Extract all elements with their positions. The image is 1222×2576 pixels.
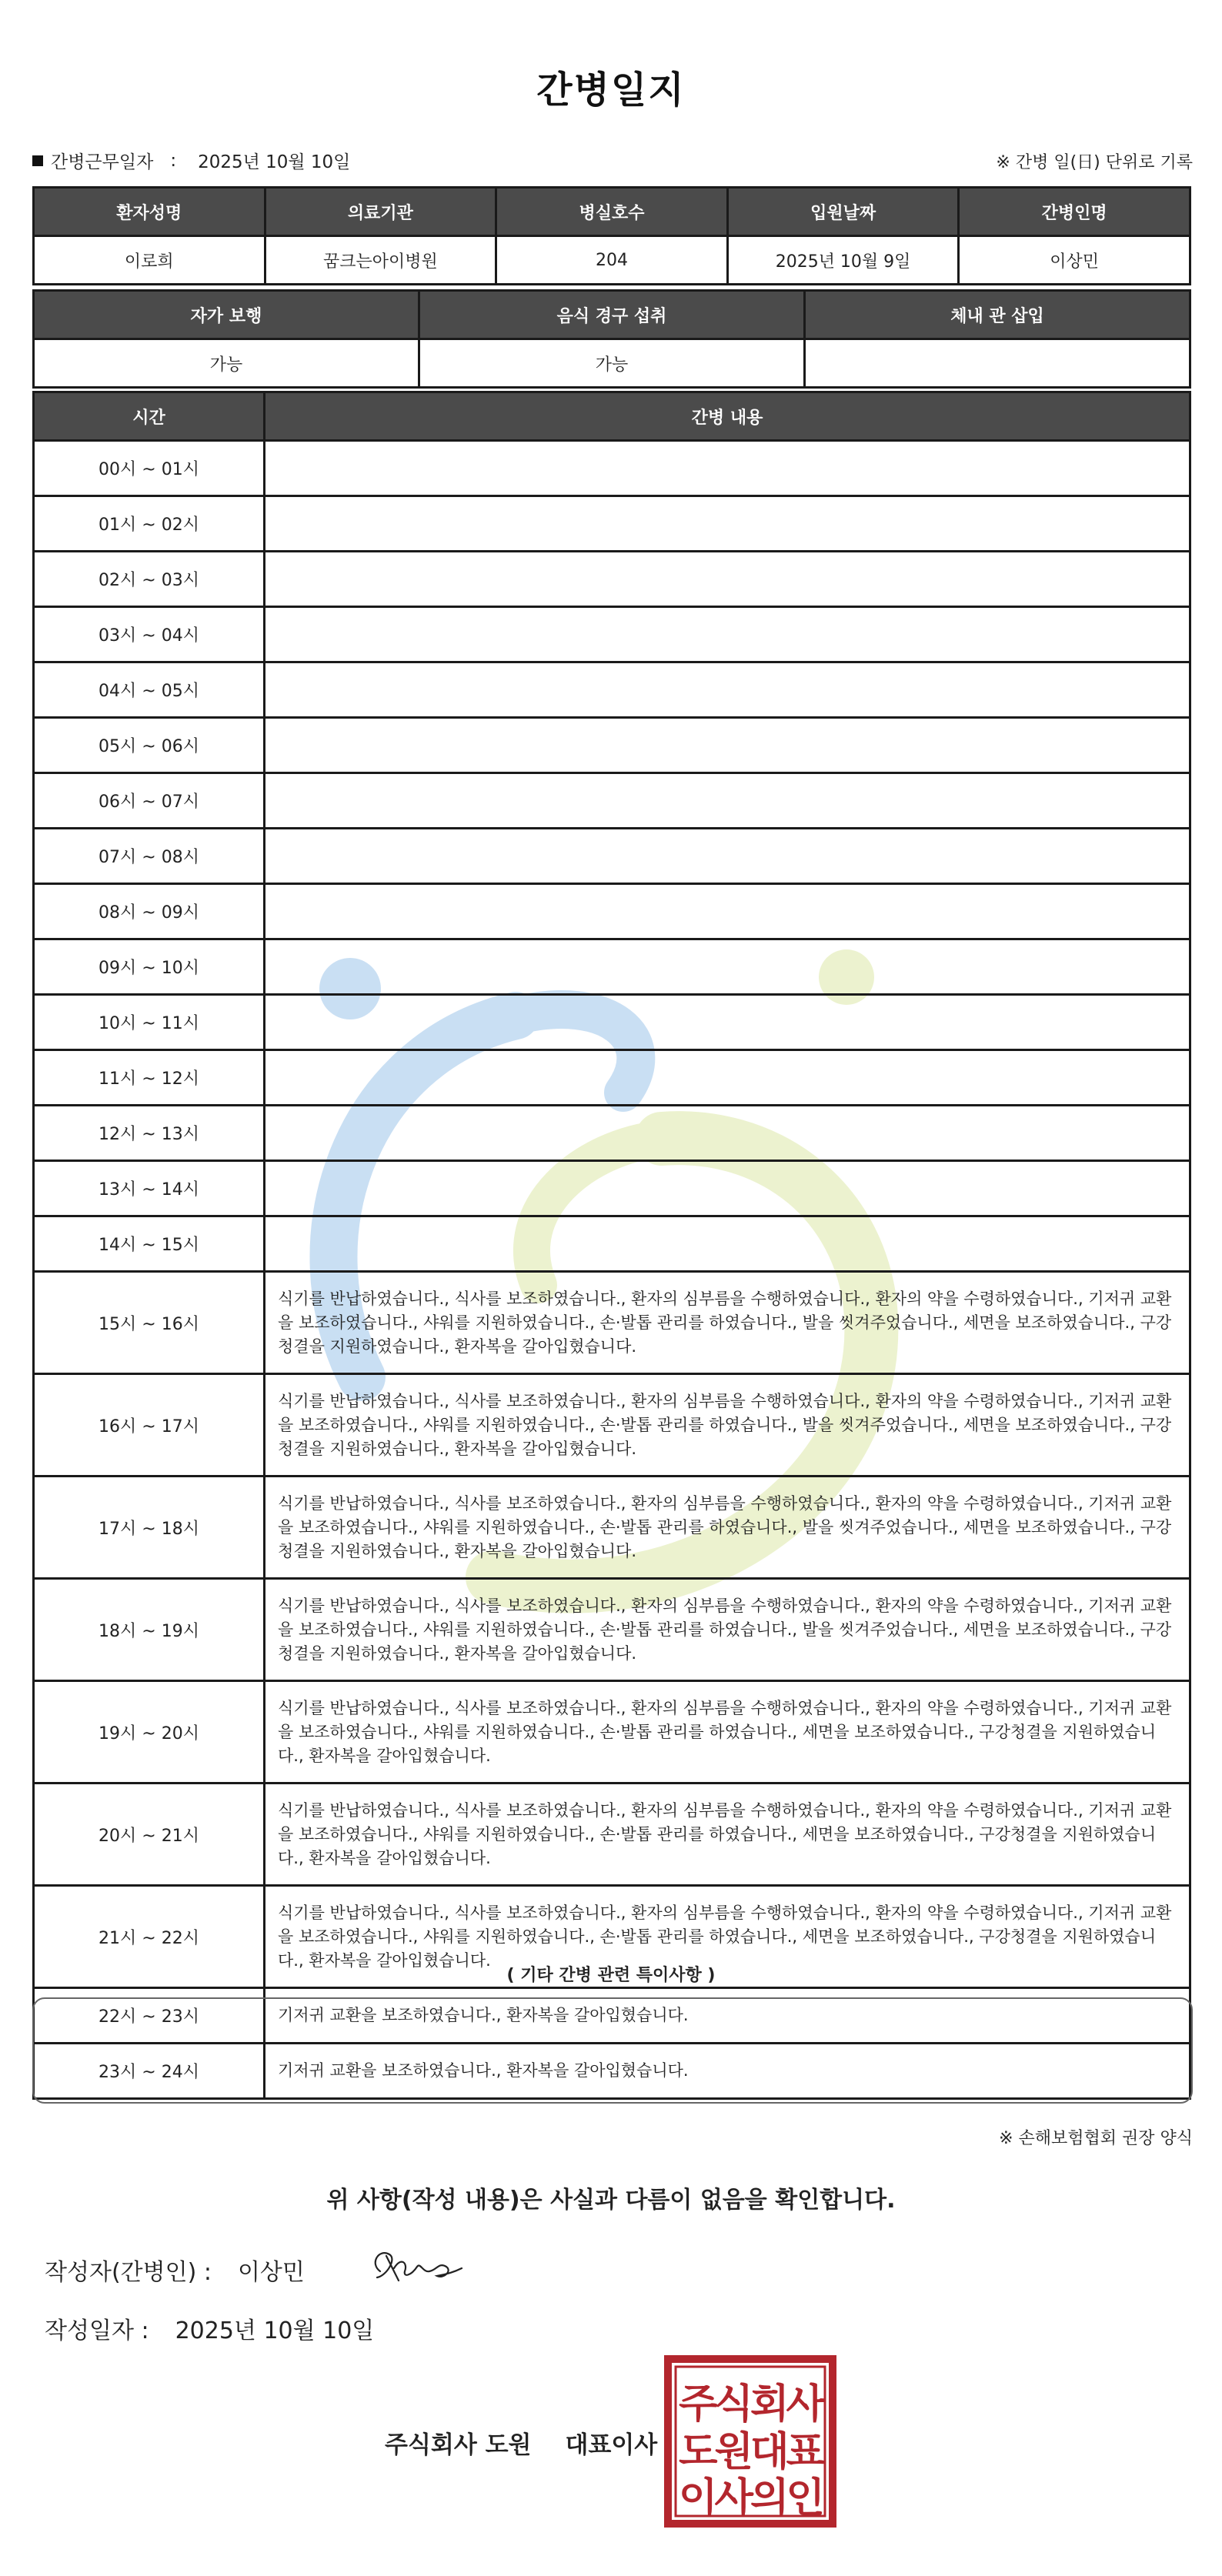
care-content [265, 1050, 1190, 1106]
work-date-label: 간병근무일자 [51, 152, 154, 172]
time-slot: 16시 ~ 17시 [34, 1374, 265, 1477]
care-content [265, 662, 1190, 718]
special-notes-box [32, 1997, 1193, 2104]
table-row [34, 662, 1190, 718]
table-row [34, 1161, 1190, 1216]
writer-label: 작성자(간병인) : [45, 2259, 212, 2286]
writer-name: 이상민 [237, 2259, 305, 2286]
time-slot: 04시 ~ 05시 [34, 662, 265, 718]
header-caregiver-name: 간병인명 [959, 188, 1190, 236]
header-admission-date: 입원날짜 [727, 188, 959, 236]
care-content: 식기를 반납하였습니다., 식사를 보조하였습니다., 환자의 심부름을 수행하였습니다., 환자의 약을 수령하였습니다., 기저귀 교환을 보조하였습니다., 샤워를 지원하였습니다., 손·발톱 관리를 하였습니다., 세면을 보조하였습니다., 구강청결을 지원하였습니다., 환자복을 갈아입혔습니다. [265, 1784, 1190, 1886]
patient-ability-table [32, 289, 1191, 389]
bullet-square-icon [32, 155, 43, 166]
header-time: 시간 [34, 392, 265, 441]
time-slot: 10시 ~ 11시 [34, 995, 265, 1050]
table-row [34, 496, 1190, 552]
time-slot: 11시 ~ 12시 [34, 1050, 265, 1106]
time-slot: 22시 ~ 23시 [34, 1988, 265, 2044]
written-date-value: 2025년 10월 10일 [175, 2317, 375, 2344]
care-content [265, 441, 1190, 496]
svg-text:이사의인: 이사의인 [679, 2475, 823, 2521]
company-seal-stamp [663, 2354, 837, 2528]
time-slot: 17시 ~ 18시 [34, 1477, 265, 1579]
care-content: 식기를 반납하였습니다., 식사를 보조하였습니다., 환자의 심부름을 수행하였습니다., 환자의 약을 수령하였습니다., 기저귀 교환을 보조하였습니다., 샤워를 지원하였습니다., 손·발톱 관리를 하였습니다., 세면을 보조하였습니다., 구강청결을 지원하였습니다., 환자복을 갈아입혔습니다. [265, 1681, 1190, 1784]
header-tube-insertion: 체내 관 삽입 [805, 291, 1190, 339]
time-slot: 05시 ~ 06시 [34, 718, 265, 773]
oral-intake-value: 가능 [419, 339, 805, 388]
caregiver-name: 이상민 [959, 236, 1190, 285]
care-content [265, 718, 1190, 773]
admission-date: 2025년 10월 9일 [727, 236, 959, 285]
table-row [34, 441, 1190, 496]
care-content [265, 607, 1190, 662]
table-row [34, 1106, 1190, 1161]
self-walking-value: 가능 [34, 339, 419, 388]
time-slot: 12시 ~ 13시 [34, 1106, 265, 1161]
hospital-name: 꿈크는아이병원 [265, 236, 496, 285]
time-slot: 00시 ~ 01시 [34, 441, 265, 496]
care-content [265, 995, 1190, 1050]
table-row [34, 995, 1190, 1050]
care-content [265, 884, 1190, 939]
care-content: 식기를 반납하였습니다., 식사를 보조하였습니다., 환자의 심부름을 수행하였습니다., 환자의 약을 수령하였습니다., 기저귀 교환을 보조하였습니다., 샤워를 지원하였습니다., 손·발톱 관리를 하였습니다., 발을 씻겨주었습니다., 세면을 보조하였습니다., 구강청결을 지원하였습니다., 환자복을 갈아입혔습니다. [265, 1374, 1190, 1477]
header-oral-intake: 음식 경구 섭취 [419, 291, 805, 339]
table-row [34, 1784, 1190, 1886]
work-date-line [32, 148, 350, 173]
care-content: 식기를 반납하였습니다., 식사를 보조하였습니다., 환자의 심부름을 수행하였습니다., 환자의 약을 수령하였습니다., 기저귀 교환을 보조하였습니다., 샤워를 지원하였습니다., 손·발톱 관리를 하였습니다., 발을 씻겨주었습니다., 세면을 보조하였습니다., 구강청결을 지원하였습니다., 환자복을 갈아입혔습니다. [265, 1477, 1190, 1579]
care-content: 기저귀 교환을 보조하였습니다., 환자복을 갈아입혔습니다. [265, 1988, 1190, 2044]
care-content [265, 773, 1190, 829]
patient-info-table [32, 186, 1191, 285]
table-row [34, 1216, 1190, 1272]
table-row [34, 773, 1190, 829]
header-hospital: 의료기관 [265, 188, 496, 236]
handwritten-signature [363, 2241, 471, 2294]
table-row [34, 1374, 1190, 1477]
care-content [265, 829, 1190, 884]
time-slot: 09시 ~ 10시 [34, 939, 265, 995]
table-row [34, 607, 1190, 662]
record-unit-note: ※ 간병 일(日) 단위로 기록 [996, 153, 1193, 172]
written-date-line [45, 2311, 374, 2345]
time-slot: 18시 ~ 19시 [34, 1579, 265, 1681]
written-date-label: 작성일자 : [45, 2317, 149, 2344]
time-slot: 01시 ~ 02시 [34, 496, 265, 552]
care-content: 기저귀 교환을 보조하였습니다., 환자복을 갈아입혔습니다. [265, 2044, 1190, 2099]
time-slot: 15시 ~ 16시 [34, 1272, 265, 1374]
table-row [34, 884, 1190, 939]
table-row [34, 1477, 1190, 1579]
table-row [34, 829, 1190, 884]
table-row [34, 1579, 1190, 1681]
time-slot: 20시 ~ 21시 [34, 1784, 265, 1886]
work-date-colon: : [170, 150, 177, 171]
table-row [34, 1050, 1190, 1106]
header-care-content: 간병 내용 [265, 392, 1190, 441]
care-content [265, 496, 1190, 552]
care-content [265, 939, 1190, 995]
time-slot: 02시 ~ 03시 [34, 552, 265, 607]
document-title: 간병일지 [536, 68, 686, 112]
recommend-form-note: ※ 손해보험협회 권장 양식 [999, 2129, 1193, 2148]
work-date-value: 2025년 10월 10일 [198, 152, 351, 172]
header-room-number: 병실호수 [496, 188, 728, 236]
table-row [34, 939, 1190, 995]
confirmation-statement: 위 사항(작성 내용)은 사실과 다름이 없음을 확인합니다. [326, 2187, 896, 2214]
table-row [34, 552, 1190, 607]
care-content: 식기를 반납하였습니다., 식사를 보조하였습니다., 환자의 심부름을 수행하였습니다., 환자의 약을 수령하였습니다., 기저귀 교환을 보조하였습니다., 샤워를 지원하였습니다., 손·발톱 관리를 하였습니다., 세면을 보조하였습니다., 구강청결을 지원하였습니다., 환자복을 갈아입혔습니다. [265, 1886, 1190, 1988]
care-content: 식기를 반납하였습니다., 식사를 보조하였습니다., 환자의 심부름을 수행하였습니다., 환자의 약을 수령하였습니다., 기저귀 교환을 보조하였습니다., 샤워를 지원하였습니다., 손·발톱 관리를 하였습니다., 발을 씻겨주었습니다., 세면을 보조하였습니다., 구강청결을 지원하였습니다., 환자복을 갈아입혔습니다. [265, 1272, 1190, 1374]
time-slot: 21시 ~ 22시 [34, 1886, 265, 1988]
hourly-care-log-table [32, 391, 1191, 2100]
care-content [265, 1106, 1190, 1161]
room-number: 204 [496, 236, 728, 285]
svg-text:도원대표: 도원대표 [679, 2429, 825, 2475]
time-slot: 19시 ~ 20시 [34, 1681, 265, 1784]
company-signature-line [385, 2425, 657, 2460]
time-slot: 14시 ~ 15시 [34, 1216, 265, 1272]
time-slot: 13시 ~ 14시 [34, 1161, 265, 1216]
header-patient-name: 환자성명 [34, 188, 265, 236]
time-slot: 08시 ~ 09시 [34, 884, 265, 939]
time-slot: 07시 ~ 08시 [34, 829, 265, 884]
patient-name: 이로희 [34, 236, 265, 285]
table-row [34, 718, 1190, 773]
svg-text:주식회사: 주식회사 [679, 2381, 826, 2428]
company-name: 주식회사 도원 [385, 2431, 532, 2459]
time-slot: 03시 ~ 04시 [34, 607, 265, 662]
log-rows [34, 441, 1190, 2099]
table-row [34, 1681, 1190, 1784]
table-row [34, 1272, 1190, 1374]
writer-line [45, 2253, 305, 2287]
ceo-title: 대표이사 [565, 2431, 658, 2459]
care-content [265, 1161, 1190, 1216]
care-content [265, 552, 1190, 607]
care-content [265, 1216, 1190, 1272]
time-slot: 23시 ~ 24시 [34, 2044, 265, 2099]
header-self-walking: 자가 보행 [34, 291, 419, 339]
time-slot: 06시 ~ 07시 [34, 773, 265, 829]
tube-insertion-value [805, 339, 1190, 388]
care-content: 식기를 반납하였습니다., 식사를 보조하였습니다., 환자의 심부름을 수행하였습니다., 환자의 약을 수령하였습니다., 기저귀 교환을 보조하였습니다., 샤워를 지원하였습니다., 손·발톱 관리를 하였습니다., 발을 씻겨주었습니다., 세면을 보조하였습니다., 구강청결을 지원하였습니다., 환자복을 갈아입혔습니다. [265, 1579, 1190, 1681]
special-notes-title: ( 기타 간병 관련 특이사항 ) [506, 1966, 716, 1985]
